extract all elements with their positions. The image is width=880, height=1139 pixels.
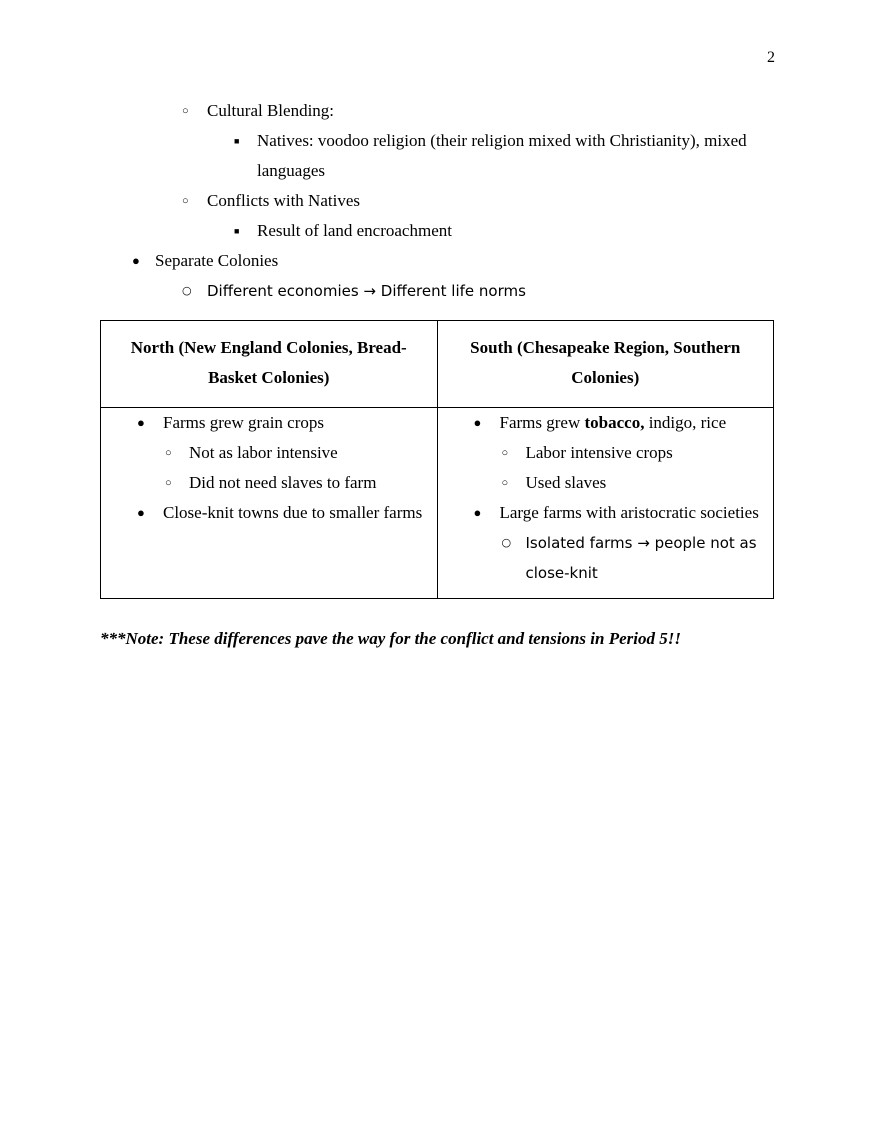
bullet-square-icon: ■: [234, 226, 240, 236]
bullet-disc-icon: ●: [137, 505, 145, 520]
list-item: [101, 408, 437, 438]
list-item-text: Result of land encroachment: [257, 221, 452, 240]
bullet-disc-icon: ●: [473, 505, 482, 520]
list-item-text-pre: Farms grew: [499, 413, 585, 432]
list-item-text: Not as labor intensive: [189, 443, 338, 462]
list-item-text: Separate Colonies: [155, 251, 279, 270]
list-item-text: Cultural Blending:: [207, 101, 335, 120]
table-cell-south: [437, 408, 774, 599]
list-item: [100, 276, 780, 306]
bullet-disc-icon: ●: [473, 415, 482, 430]
list-item-text: Used slaves: [525, 473, 607, 492]
comparison-table: [100, 320, 774, 599]
list-item-text: Conflicts with Natives: [207, 191, 360, 210]
list-item: [438, 468, 774, 498]
table-header-row: [101, 321, 774, 408]
list-item: [100, 246, 780, 276]
list-item: [438, 408, 774, 438]
list-item: [101, 438, 437, 468]
list-item-text: Farms grew grain crops: [163, 413, 324, 432]
list-item: [438, 528, 774, 588]
bullet-circle-icon: ○: [182, 284, 192, 297]
bullet-circle-icon: ○: [501, 477, 509, 489]
list-item: [438, 438, 774, 468]
list-item: [100, 96, 780, 126]
list-item-text-bold: tobacco,: [584, 413, 645, 432]
list-item-text: Labor intensive crops: [525, 443, 673, 462]
bullet-circle-icon: ○: [182, 105, 189, 117]
bullet-circle-icon: ○: [501, 536, 512, 549]
bullet-disc-icon: ●: [132, 253, 140, 268]
list-item-text: Large farms with aristocratic societies: [499, 503, 759, 522]
list-item: [100, 216, 780, 246]
list-item: [101, 468, 437, 498]
footnote: ***Note: These differences pave the way for the conflict and tensions in Period 5!!: [100, 629, 681, 648]
list-item: [100, 186, 780, 216]
table-header-south: South (Chesapeake Region, Southern Colonies): [437, 321, 774, 408]
table-header-north: North (New England Colonies, Bread-Basket Colonies): [101, 321, 438, 408]
list-item: [100, 126, 780, 186]
list-item-text: Natives: voodoo religion (their religion mixed with Christianity), mixed languages: [257, 131, 747, 180]
list-item-text: Isolated farms → people not as close-knit: [525, 534, 757, 582]
bullet-square-icon: ■: [234, 136, 240, 146]
outline-list: [100, 96, 780, 306]
list-item-text-post: indigo, rice: [644, 413, 727, 432]
bullet-disc-icon: ●: [137, 415, 145, 430]
list-item-text: Different economies → Different life norms: [207, 282, 526, 300]
table-cell-north: [101, 408, 438, 599]
bullet-circle-icon: ○: [165, 477, 172, 489]
bullet-circle-icon: ○: [501, 447, 509, 459]
list-item-text: Did not need slaves to farm: [189, 473, 377, 492]
bullet-circle-icon: ○: [182, 195, 189, 207]
list-item: [438, 498, 774, 528]
table-row: [101, 408, 774, 599]
page-number: 2: [767, 49, 775, 66]
bullet-circle-icon: ○: [165, 447, 172, 459]
list-item: [101, 498, 437, 528]
list-item-text: Close-knit towns due to smaller farms: [163, 503, 423, 522]
